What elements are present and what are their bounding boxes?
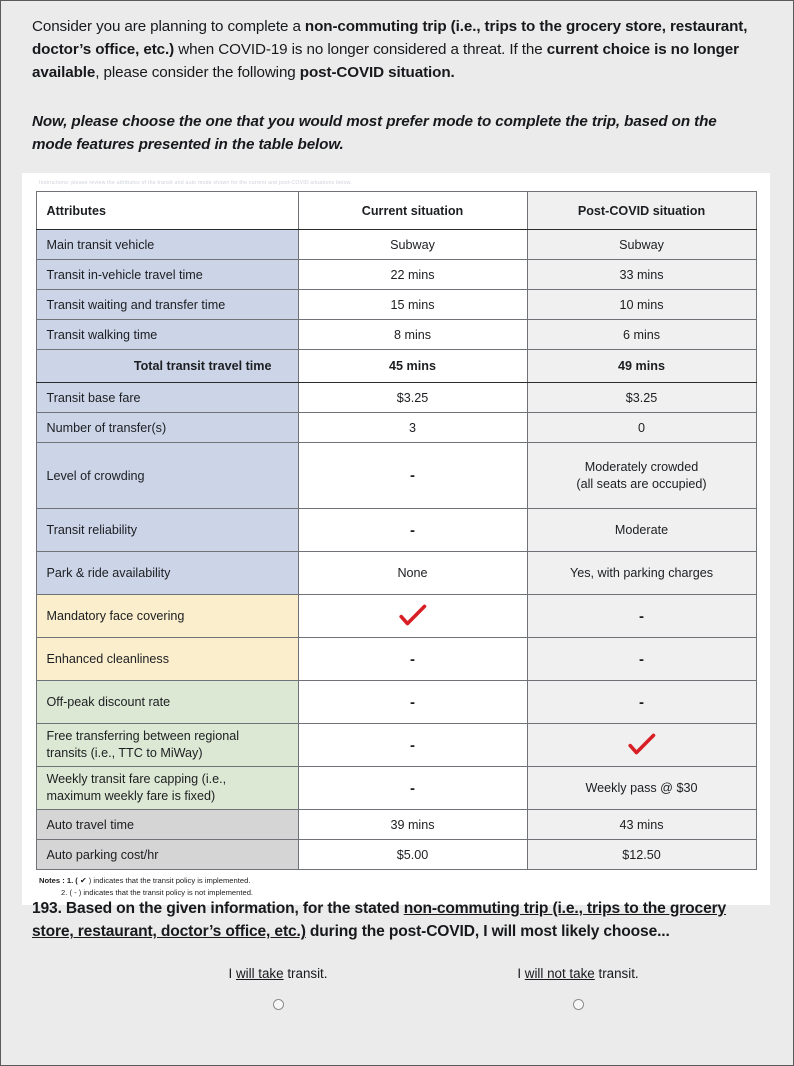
dash-not-implemented: - <box>410 693 415 711</box>
row-post-covid-value <box>527 681 756 724</box>
note-2-text: 2. ( - ) indicates that the transit policy is not implemented. <box>61 888 254 898</box>
row-attribute-label: Transit base fare <box>36 383 298 413</box>
question-plain: 193. Based on the given information, for the stated <box>32 900 404 917</box>
radio-take-transit[interactable] <box>273 999 284 1010</box>
question-text <box>32 897 767 944</box>
table-body <box>36 230 756 870</box>
attribute-multiline-text: Free transferring between regional transits (i.e., TTC to MiWay) <box>46 729 240 760</box>
row-current-value: 45 mins <box>298 350 527 383</box>
column-header-post-covid: Post-COVID situation <box>527 192 756 230</box>
dash-not-implemented: - <box>639 693 644 711</box>
row-post-covid-value: Subway <box>527 230 756 260</box>
table-row <box>36 383 756 413</box>
row-attribute-label: Park & ride availability <box>36 552 298 595</box>
options-row <box>32 966 767 1010</box>
row-current-value: 39 mins <box>298 810 527 840</box>
row-current-value: $5.00 <box>298 840 527 870</box>
cell-multiline-text: Moderately crowded (all seats are occupied) <box>576 459 707 491</box>
table-row <box>36 290 756 320</box>
intro-emphasis: current choice is no longer available <box>32 41 739 82</box>
intro-paragraph-1 <box>32 15 759 84</box>
dash-not-implemented: - <box>410 521 415 539</box>
dash-not-implemented: - <box>410 779 415 797</box>
row-post-covid-value: $3.25 <box>527 383 756 413</box>
row-attribute-label: Total transit travel time <box>36 350 298 383</box>
row-post-covid-value: 33 mins <box>527 260 756 290</box>
row-current-value: Subway <box>298 230 527 260</box>
table-card <box>22 173 770 905</box>
column-header-current: Current situation <box>298 192 527 230</box>
row-post-covid-value: 10 mins <box>527 290 756 320</box>
note-1-suffix: ) indicates that the transit policy is implemented. <box>86 876 251 885</box>
option-take-transit[interactable] <box>128 966 428 1010</box>
row-current-value: 3 <box>298 413 527 443</box>
dash-not-implemented: - <box>639 650 644 668</box>
table-row <box>36 443 756 509</box>
row-current-value <box>298 638 527 681</box>
table-row <box>36 810 756 840</box>
table-row <box>36 230 756 260</box>
row-post-covid-value: Moderate <box>527 509 756 552</box>
row-current-value <box>298 443 527 509</box>
row-post-covid-value <box>527 443 756 509</box>
row-attribute-label: Number of transfer(s) <box>36 413 298 443</box>
row-attribute-label: Auto travel time <box>36 810 298 840</box>
table-row <box>36 509 756 552</box>
row-attribute-label <box>36 724 298 767</box>
intro-plain: , please consider the following <box>95 64 300 82</box>
row-post-covid-value: 0 <box>527 413 756 443</box>
table-row <box>36 413 756 443</box>
row-post-covid-value: Yes, with parking charges <box>527 552 756 595</box>
table-row <box>36 260 756 290</box>
row-attribute-label: Level of crowding <box>36 443 298 509</box>
row-attribute-label <box>36 767 298 810</box>
row-post-covid-value: 6 mins <box>527 320 756 350</box>
dash-not-implemented: - <box>410 650 415 668</box>
radio-not-take-transit[interactable] <box>573 999 584 1010</box>
row-current-value: None <box>298 552 527 595</box>
row-attribute-label: Main transit vehicle <box>36 230 298 260</box>
row-attribute-label: Transit reliability <box>36 509 298 552</box>
row-attribute-label: Auto parking cost/hr <box>36 840 298 870</box>
question-block <box>32 897 767 1010</box>
table-row <box>36 320 756 350</box>
red-checkmark-icon <box>627 733 657 757</box>
question-plain: during the post-COVID, I will most likely choose... <box>305 923 670 941</box>
row-attribute-label: Transit walking time <box>36 320 298 350</box>
option-take-transit-label <box>128 966 428 981</box>
intro-paragraph-2: Now, please choose the one that you would most prefer mode to complete the trip, based on the mode features presented in the table below. <box>32 113 717 154</box>
table-head <box>36 192 756 230</box>
row-current-value: 8 mins <box>298 320 527 350</box>
row-current-value: 15 mins <box>298 290 527 320</box>
option-prefix: I <box>517 965 525 981</box>
table-row <box>36 552 756 595</box>
table-row <box>36 681 756 724</box>
intro-emphasis: post-COVID situation. <box>299 64 455 82</box>
row-attribute-label: Transit waiting and transfer time <box>36 290 298 320</box>
option-underlined-phrase: will take <box>235 965 284 981</box>
row-current-value <box>298 767 527 810</box>
table-header-row <box>36 192 756 230</box>
row-current-value <box>298 509 527 552</box>
option-suffix: transit. <box>594 965 639 981</box>
row-post-covid-value: Weekly pass @ $30 <box>527 767 756 810</box>
row-current-value <box>298 724 527 767</box>
option-not-take-transit[interactable] <box>428 966 728 1010</box>
note-line-1 <box>39 875 770 887</box>
column-header-attributes: Attributes <box>36 192 298 230</box>
row-current-value <box>298 681 527 724</box>
table-row <box>36 724 756 767</box>
table-row <box>36 767 756 810</box>
table-row <box>36 595 756 638</box>
dash-not-implemented: - <box>639 607 644 625</box>
row-post-covid-value: $12.50 <box>527 840 756 870</box>
intro-plain: Consider you are planning to complete a <box>32 18 305 35</box>
attribute-multiline-text: Weekly transit fare capping (i.e., maximum weekly fare is fixed) <box>46 772 227 803</box>
row-attribute-label: Transit in-vehicle travel time <box>36 260 298 290</box>
row-post-covid-value <box>527 724 756 767</box>
dash-not-implemented: - <box>410 736 415 754</box>
table-row <box>36 840 756 870</box>
row-current-value: 22 mins <box>298 260 527 290</box>
intro-emphasis: non-commuting trip (i.e., trips to the grocery store, restaurant, doctor’s office, etc.) <box>32 18 748 59</box>
note-1-prefix: Notes : 1. ( <box>39 876 80 885</box>
row-post-covid-value: 49 mins <box>527 350 756 383</box>
option-suffix: transit. <box>283 965 328 981</box>
row-current-value: $3.25 <box>298 383 527 413</box>
row-attribute-label: Mandatory face covering <box>36 595 298 638</box>
mode-attributes-table <box>36 191 757 870</box>
faint-instruction-line: Instructions: please review the attributes of the transit and auto mode shown for the current and post-COVID situations below. <box>39 180 352 186</box>
option-prefix: I <box>228 965 236 981</box>
row-post-covid-value <box>527 595 756 638</box>
row-attribute-label: Off-peak discount rate <box>36 681 298 724</box>
red-checkmark-icon <box>398 604 428 628</box>
table-row <box>36 638 756 681</box>
table-row <box>36 350 756 383</box>
intro-block <box>1 1 793 156</box>
row-current-value <box>298 595 527 638</box>
question-underlined-phrase: non-commuting trip (i.e., trips to the grocery store, restaurant, doctor’s office, etc.) <box>32 900 727 941</box>
dash-not-implemented: - <box>410 467 415 484</box>
row-post-covid-value: 43 mins <box>527 810 756 840</box>
row-attribute-label: Enhanced cleanliness <box>36 638 298 681</box>
intro-plain: when COVID-19 is no longer considered a threat. If the <box>174 41 547 59</box>
option-not-take-transit-label <box>428 966 728 981</box>
note-check-glyph: ✔ <box>79 876 87 885</box>
option-underlined-phrase: will not take <box>524 965 595 981</box>
row-post-covid-value <box>527 638 756 681</box>
